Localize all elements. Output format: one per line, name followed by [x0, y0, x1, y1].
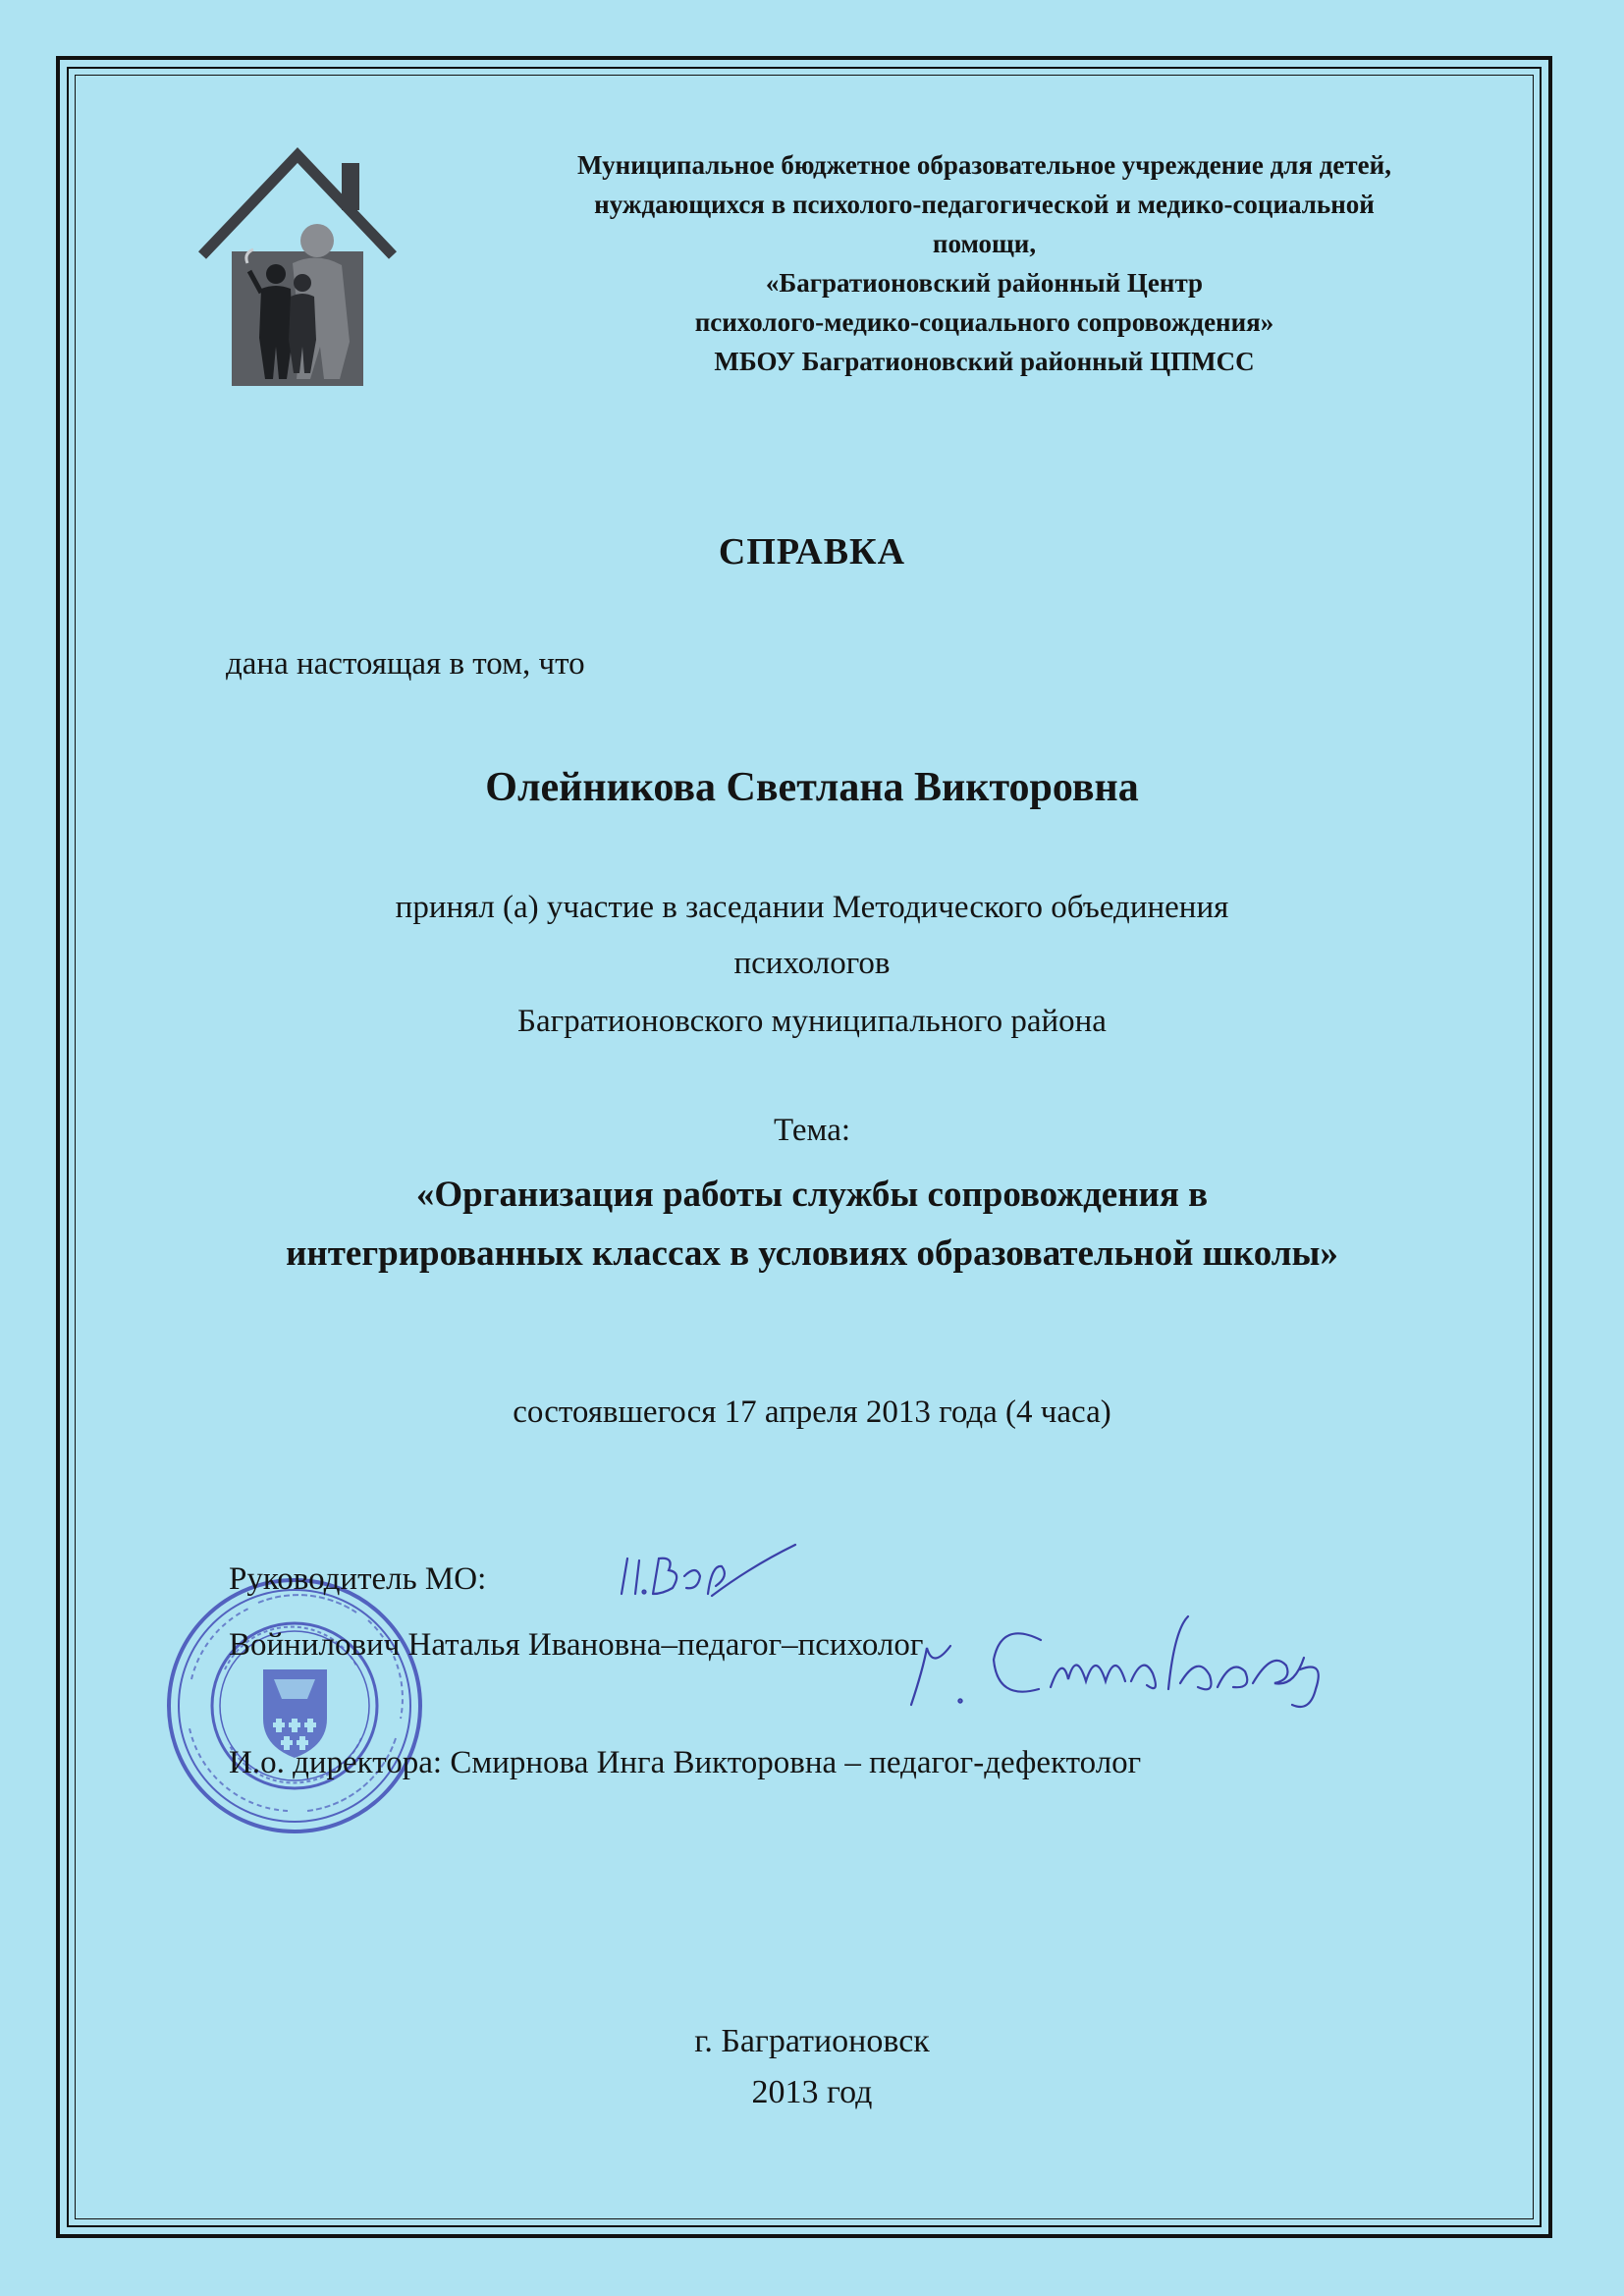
org-line: помощи, — [932, 229, 1037, 258]
document-title: СПРАВКА — [718, 531, 906, 573]
topic-line: «Организация работы службы сопровождения в — [415, 1175, 1209, 1215]
city: г. Багратионовск — [694, 2023, 930, 2059]
org-line: нуждающихся в психолого-педагогической и медико-социальной — [594, 190, 1375, 219]
org-line: психолого-медико-социального сопровождения» — [694, 307, 1274, 337]
handwritten-signature — [614, 1537, 800, 1606]
organization-header — [442, 145, 1527, 381]
mo-head-label: Руководитель МО: — [229, 1561, 487, 1597]
mo-head-name: Войнилович Наталья Ивановна–педагог–психолог — [229, 1627, 924, 1663]
topic-label: Тема: — [773, 1113, 851, 1148]
participation-line: принял (а) участие в заседании Методического объединения — [395, 890, 1229, 925]
given-text: дана настоящая в том, что — [226, 646, 585, 682]
participation-line: психологов — [733, 946, 891, 981]
house-family-icon — [194, 145, 401, 386]
handwritten-signature — [903, 1611, 1335, 1719]
event-date-text: состоявшегося 17 апреля 2013 года (4 часа) — [513, 1394, 1111, 1430]
official-round-stamp — [160, 1571, 430, 1841]
org-line: Муниципальное бюджетное образовательное учреждение для детей, — [577, 150, 1391, 180]
topic-line: интегрированных классах в условиях образовательной школы» — [286, 1233, 1338, 1274]
year: 2013 год — [751, 2074, 873, 2110]
person-name: Олейникова Светлана Викторовна — [485, 765, 1139, 810]
participation-line: Багратионовского муниципального района — [517, 1004, 1107, 1039]
acting-director-line: И.о. директора: Смирнова Инга Викторовна – педагог-дефектолог — [229, 1745, 1142, 1780]
org-line: «Багратионовский районный Центр — [765, 268, 1204, 298]
org-line: МБОУ Багратионовский районный ЦПМСС — [714, 347, 1255, 376]
